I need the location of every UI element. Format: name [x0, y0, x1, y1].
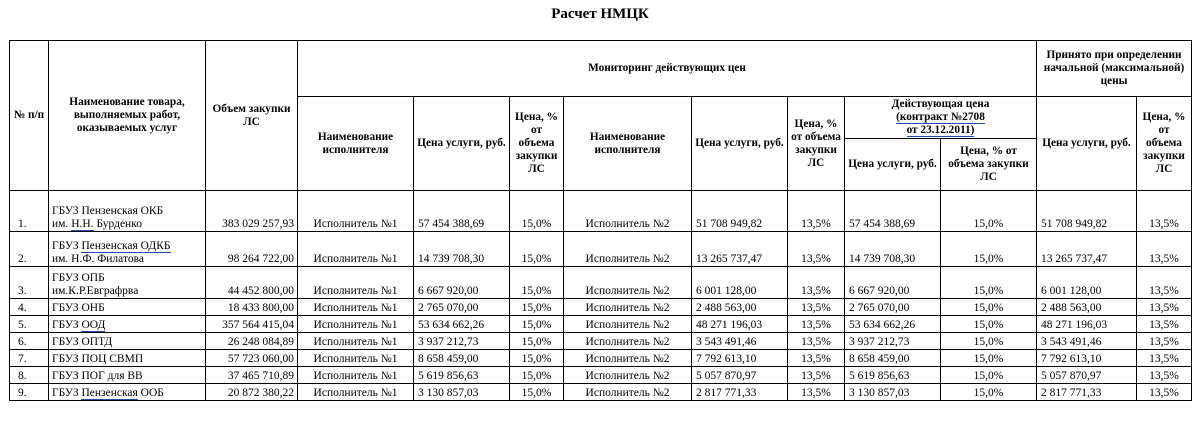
row-accepted-price: 3 543 491,46	[1037, 333, 1137, 350]
row-current-price: 3 937 212,73	[845, 333, 941, 350]
header-price-2: Цена услуги, руб.	[692, 97, 788, 191]
row-current-pct: 15,0%	[941, 384, 1037, 401]
row-contractor-1: Исполнитель №1	[298, 333, 414, 350]
row-pct-1: 15,0%	[510, 267, 564, 299]
row-name	[49, 367, 206, 384]
header-current-contract: (контракт №2708	[896, 111, 985, 123]
row-contractor-2: Исполнитель №2	[564, 232, 692, 267]
row-contractor-2: Исполнитель №2	[564, 191, 692, 232]
header-monitoring: Мониторинг действующих цен	[298, 41, 1037, 97]
table-row	[10, 333, 1192, 350]
spellcheck-underline: ООД	[81, 319, 106, 331]
row-pct-1: 15,0%	[510, 333, 564, 350]
row-current-price: 8 658 459,00	[845, 350, 941, 367]
row-accepted-pct: 13,5%	[1137, 384, 1192, 401]
header-current-line2	[848, 111, 1033, 124]
row-contractor-1: Исполнитель №1	[298, 367, 414, 384]
row-pct-1: 15,0%	[510, 384, 564, 401]
row-price-2: 51 708 949,82	[692, 191, 788, 232]
row-price-1: 5 619 856,63	[414, 367, 510, 384]
row-current-pct: 15,0%	[941, 267, 1037, 299]
row-volume: 357 564 415,04	[206, 316, 298, 333]
row-price-2: 48 271 196,03	[692, 316, 788, 333]
table-row	[10, 232, 1192, 267]
row-name	[49, 267, 206, 299]
header-acc-price: Цена услуги, руб.	[1037, 97, 1137, 191]
row-name	[49, 191, 206, 232]
row-current-pct: 15,0%	[941, 191, 1037, 232]
row-current-price: 53 634 662,26	[845, 316, 941, 333]
row-contractor-2: Исполнитель №2	[564, 350, 692, 367]
row-current-pct: 15,0%	[941, 350, 1037, 367]
row-name	[49, 299, 206, 316]
row-accepted-pct: 13,5%	[1137, 350, 1192, 367]
row-price-1: 2 765 070,00	[414, 299, 510, 316]
row-name	[49, 333, 206, 350]
header-num: № п/п	[10, 41, 49, 191]
row-current-price: 3 130 857,03	[845, 384, 941, 401]
row-accepted-price: 6 001 128,00	[1037, 267, 1137, 299]
row-pct-1: 15,0%	[510, 367, 564, 384]
row-price-2: 2 488 563,00	[692, 299, 788, 316]
row-pct-2: 13,5%	[788, 384, 845, 401]
row-number: 6.	[10, 333, 49, 350]
row-name	[49, 232, 206, 267]
row-accepted-pct: 13,5%	[1137, 367, 1192, 384]
row-contractor-1: Исполнитель №1	[298, 191, 414, 232]
row-pct-1: 15,0%	[510, 191, 564, 232]
row-name-line1: ГБУЗ ОПТД	[52, 336, 113, 348]
row-pct-1: 15,0%	[510, 350, 564, 367]
row-accepted-price: 2 488 563,00	[1037, 299, 1137, 316]
row-current-pct: 15,0%	[941, 232, 1037, 267]
row-number: 7.	[10, 350, 49, 367]
header-acc-pct: Цена, % от объема закупки ЛС	[1137, 97, 1192, 191]
header-volume: Объем закупки ЛС	[206, 41, 298, 191]
row-volume: 26 248 084,89	[206, 333, 298, 350]
row-volume: 18 433 800,00	[206, 299, 298, 316]
table-row	[10, 316, 1192, 333]
row-current-price: 57 454 388,69	[845, 191, 941, 232]
spellcheck-underline: Н.Н.	[71, 218, 94, 230]
row-number: 2.	[10, 232, 49, 267]
row-accepted-pct: 13,5%	[1137, 232, 1192, 267]
row-pct-2: 13,5%	[788, 333, 845, 350]
row-current-price: 6 667 920,00	[845, 267, 941, 299]
header-current-line1: Действующая цена	[891, 98, 990, 110]
row-name-line2: им. Н.Ф. Филатова	[52, 253, 144, 265]
spellcheck-underline: Пензенская ОДКБ	[81, 240, 171, 252]
header-contractor-1: Наименование исполнителя	[298, 97, 414, 191]
header-pct-1: Цена, % от объема закупки ЛС	[510, 97, 564, 191]
row-pct-2: 13,5%	[788, 367, 845, 384]
row-name-line1: ГБУЗ Пензенская ОДКБ	[52, 240, 171, 252]
header-accepted: Принято при определении начальной (максимальной) цены	[1037, 41, 1192, 97]
row-volume: 57 723 060,00	[206, 350, 298, 367]
row-accepted-pct: 13,5%	[1137, 267, 1192, 299]
row-name-line1: ГБУЗ ПОГ для ВВ	[52, 370, 143, 382]
row-price-2: 7 792 613,10	[692, 350, 788, 367]
row-price-2: 13 265 737,47	[692, 232, 788, 267]
row-volume: 44 452 800,00	[206, 267, 298, 299]
row-name-line1: ГБУЗ ООД	[52, 319, 106, 331]
table-row	[10, 299, 1192, 316]
row-pct-1: 15,0%	[510, 299, 564, 316]
row-number: 1.	[10, 191, 49, 232]
row-name-line1: ГБУЗ ОПБ	[52, 272, 105, 284]
row-price-1: 6 667 920,00	[414, 267, 510, 299]
row-contractor-1: Исполнитель №1	[298, 350, 414, 367]
table-row	[10, 267, 1192, 299]
row-number: 8.	[10, 367, 49, 384]
row-contractor-1: Исполнитель №1	[298, 384, 414, 401]
row-contractor-1: Исполнитель №1	[298, 299, 414, 316]
header-item: Наименование товара, выполняемых работ, оказываемых услуг	[49, 41, 206, 191]
row-accepted-pct: 13,5%	[1137, 316, 1192, 333]
row-price-1: 3 937 212,73	[414, 333, 510, 350]
row-name	[49, 316, 206, 333]
row-contractor-2: Исполнитель №2	[564, 367, 692, 384]
header-pct-2: Цена, % от объема закупки ЛС	[788, 97, 845, 191]
nmck-table	[9, 40, 1192, 401]
row-accepted-price: 2 817 771,33	[1037, 384, 1137, 401]
row-volume: 98 264 722,00	[206, 232, 298, 267]
row-accepted-price: 5 057 870,97	[1037, 367, 1137, 384]
row-accepted-pct: 13,5%	[1137, 191, 1192, 232]
row-accepted-price: 48 271 196,03	[1037, 316, 1137, 333]
row-current-pct: 15,0%	[941, 299, 1037, 316]
header-cur-price: Цена услуги, руб.	[845, 139, 941, 191]
row-name-line1: ГБУЗ Пензенская ООБ	[52, 387, 164, 399]
row-accepted-price: 7 792 613,10	[1037, 350, 1137, 367]
row-price-2: 6 001 128,00	[692, 267, 788, 299]
row-accepted-pct: 13,5%	[1137, 299, 1192, 316]
row-contractor-1: Исполнитель №1	[298, 316, 414, 333]
table-row	[10, 384, 1192, 401]
row-pct-2: 13,5%	[788, 316, 845, 333]
row-current-pct: 15,0%	[941, 316, 1037, 333]
row-pct-1: 15,0%	[510, 232, 564, 267]
row-price-2: 5 057 870,97	[692, 367, 788, 384]
row-accepted-pct: 13,5%	[1137, 333, 1192, 350]
row-name-line1: ГБУЗ ОНБ	[52, 302, 105, 314]
row-volume: 37 465 710,89	[206, 367, 298, 384]
row-current-price: 5 619 856,63	[845, 367, 941, 384]
table-row	[10, 191, 1192, 232]
row-name-line2: им. Н.Н. Бурденко	[52, 218, 142, 230]
row-contractor-1: Исполнитель №1	[298, 267, 414, 299]
row-price-1: 57 454 388,69	[414, 191, 510, 232]
row-contractor-1: Исполнитель №1	[298, 232, 414, 267]
row-name-line2: им.К.Р.Евграфрва	[52, 285, 139, 297]
row-volume: 383 029 257,93	[206, 191, 298, 232]
row-contractor-2: Исполнитель №2	[564, 267, 692, 299]
header-price-1: Цена услуги, руб.	[414, 97, 510, 191]
row-name-line1: ГБУЗ Пензенская ОКБ	[52, 205, 164, 217]
row-number: 3.	[10, 267, 49, 299]
row-pct-2: 13,5%	[788, 232, 845, 267]
row-current-pct: 15,0%	[941, 367, 1037, 384]
row-current-price: 2 765 070,00	[845, 299, 941, 316]
row-name	[49, 384, 206, 401]
row-pct-2: 13,5%	[788, 350, 845, 367]
header-cur-pct: Цена, % от объема закупки ЛС	[941, 139, 1037, 191]
row-pct-2: 13,5%	[788, 299, 845, 316]
row-price-2: 3 543 491,46	[692, 333, 788, 350]
header-current-price	[845, 97, 1037, 139]
row-number: 9.	[10, 384, 49, 401]
row-pct-2: 13,5%	[788, 191, 845, 232]
row-price-1: 14 739 708,30	[414, 232, 510, 267]
table-row	[10, 350, 1192, 367]
row-current-price: 14 739 708,30	[845, 232, 941, 267]
row-contractor-2: Исполнитель №2	[564, 333, 692, 350]
row-price-1: 8 658 459,00	[414, 350, 510, 367]
row-name-line1: ГБУЗ ПОЦ СВМП	[52, 353, 144, 365]
header-current-date: от 23.12.2011)	[906, 124, 975, 136]
row-contractor-2: Исполнитель №2	[564, 384, 692, 401]
row-contractor-2: Исполнитель №2	[564, 316, 692, 333]
row-volume: 20 872 380,22	[206, 384, 298, 401]
row-pct-2: 13,5%	[788, 267, 845, 299]
spellcheck-underline: Пензенская	[81, 387, 138, 399]
row-contractor-2: Исполнитель №2	[564, 299, 692, 316]
row-accepted-price: 51 708 949,82	[1037, 191, 1137, 232]
page-title: Расчет НМЦК	[551, 6, 649, 22]
header-current-line3	[848, 124, 1033, 137]
row-current-pct: 15,0%	[941, 333, 1037, 350]
row-accepted-price: 13 265 737,47	[1037, 232, 1137, 267]
table-row	[10, 367, 1192, 384]
row-number: 4.	[10, 299, 49, 316]
row-pct-1: 15,0%	[510, 316, 564, 333]
row-price-2: 2 817 771,33	[692, 384, 788, 401]
row-price-1: 3 130 857,03	[414, 384, 510, 401]
row-price-1: 53 634 662,26	[414, 316, 510, 333]
row-name	[49, 350, 206, 367]
header-contractor-2: Наименование исполнителя	[564, 97, 692, 191]
row-number: 5.	[10, 316, 49, 333]
